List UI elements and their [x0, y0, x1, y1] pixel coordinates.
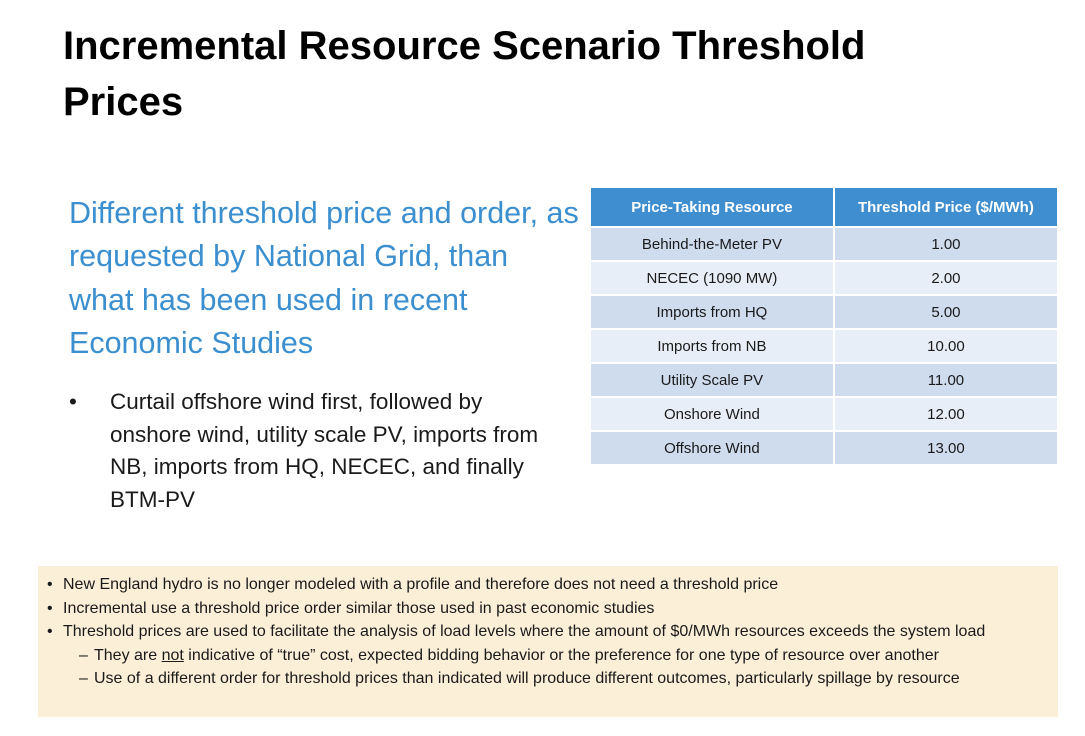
dash-glyph: –	[79, 646, 88, 664]
note-subitem-underlined: not	[161, 646, 184, 664]
bullet-text: Curtail offshore wind first, followed by onshore wind, utility scale PV, imports from NB, imports from HQ, NECEC, and finally BTM-PV	[110, 389, 539, 512]
header-price: Threshold Price ($/MWh)	[834, 187, 1058, 227]
price-cell: 12.00	[834, 397, 1058, 431]
note-subitem	[47, 644, 1058, 668]
resource-cell: Utility Scale PV	[590, 363, 834, 397]
note-subitem-before: They are	[94, 646, 162, 664]
table-row	[590, 261, 1058, 295]
resource-cell: Imports from NB	[590, 329, 834, 363]
bullet-glyph: •	[47, 599, 53, 617]
price-cell: 5.00	[834, 295, 1058, 329]
price-cell: 1.00	[834, 227, 1058, 261]
note-item	[47, 597, 1048, 621]
table-row	[590, 329, 1058, 363]
header-resource: Price-Taking Resource	[590, 187, 834, 227]
note-item	[47, 620, 1048, 644]
notes-box	[38, 566, 1058, 717]
bullet-glyph: •	[47, 623, 53, 641]
page-title: Incremental Resource Scenario Threshold Prices	[63, 24, 866, 124]
note-item	[47, 573, 1048, 597]
table-header-row	[590, 187, 1058, 227]
price-cell: 13.00	[834, 431, 1058, 465]
note-text: New England hydro is no longer modeled with a profile and therefore does not need a threshold price	[63, 576, 779, 593]
resource-cell: Imports from HQ	[590, 295, 834, 329]
table-row	[590, 431, 1058, 465]
resource-cell: Onshore Wind	[590, 397, 834, 431]
price-cell: 11.00	[834, 363, 1058, 397]
note-subitem-text: Use of a different order for threshold prices than indicated will produce different outcomes, particularly spillage by resource	[94, 670, 960, 688]
bullet-list	[69, 386, 569, 516]
resource-cell: Behind-the-Meter PV	[590, 227, 834, 261]
resource-cell: Offshore Wind	[590, 431, 834, 465]
dash-glyph: –	[79, 670, 88, 688]
note-text: Threshold prices are used to facilitate the analysis of load levels where the amount of $0/MWh resources exceeds the system load	[63, 623, 986, 641]
table-row	[590, 227, 1058, 261]
notes-list	[47, 573, 1058, 691]
table-row	[590, 295, 1058, 329]
bullet-item	[69, 386, 569, 516]
note-subitem-after: indicative of “true” cost, expected bidding behavior or the preference for one type of resource over another	[183, 646, 939, 664]
note-subitem	[47, 667, 1058, 691]
subtitle: Different threshold price and order, as requested by National Grid, than what has been used in recent Economic Studies	[69, 196, 579, 360]
table-row	[590, 397, 1058, 431]
bullet-glyph: •	[47, 576, 53, 593]
resource-cell: NECEC (1090 MW)	[590, 261, 834, 295]
bullet-glyph: •	[69, 389, 77, 414]
note-text: Incremental use a threshold price order similar those used in past economic studies	[63, 599, 655, 617]
table-row	[590, 363, 1058, 397]
price-cell: 2.00	[834, 261, 1058, 295]
price-cell: 10.00	[834, 329, 1058, 363]
threshold-price-table	[589, 186, 1059, 466]
